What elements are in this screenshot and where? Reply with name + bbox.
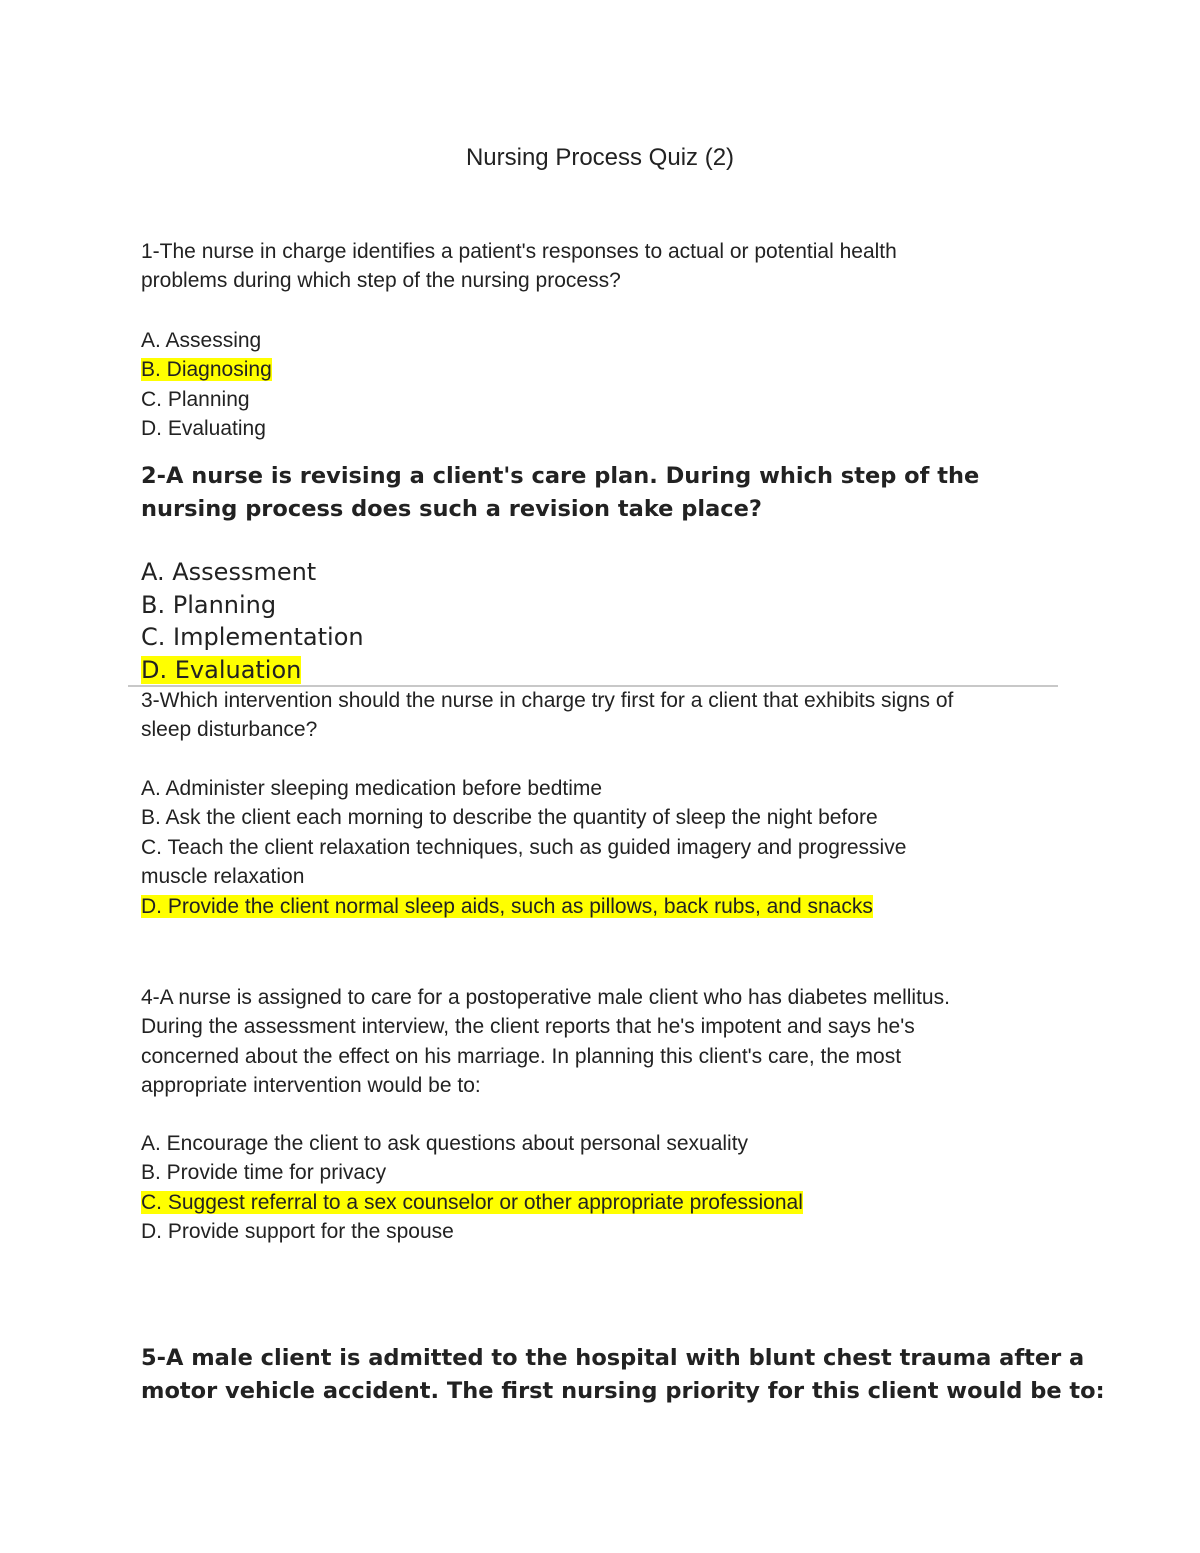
question-2-option-c: C. Implementation bbox=[141, 623, 364, 651]
question-2-text-line-2: nursing process does such a revision take place? bbox=[141, 495, 762, 522]
question-4-text-line-1: 4-A nurse is assigned to care for a postoperative male client who has diabetes mellitus. bbox=[141, 986, 950, 1009]
question-2-text-line-1: 2-A nurse is revising a client's care plan. During which step of the bbox=[141, 463, 980, 489]
question-3-option-d-highlighted: D. Provide the client normal sleep aids, such as pillows, back rubs, and snacks bbox=[141, 894, 873, 918]
question-1-text-line-2: problems during which step of the nursing process? bbox=[141, 269, 621, 293]
question-3-option-c-line-2: muscle relaxation bbox=[141, 865, 305, 889]
question-4-option-d: D. Provide support for the spouse bbox=[141, 1220, 454, 1244]
question-1-option-d: D. Evaluating bbox=[141, 417, 266, 441]
question-4-options bbox=[141, 1129, 1051, 1247]
question-4-text-line-2: During the assessment interview, the client reports that he's impotent and says he's bbox=[141, 1015, 915, 1039]
question-4-option-c-highlighted: C. Suggest referral to a sex counselor or other appropriate professional bbox=[141, 1190, 803, 1214]
question-3 bbox=[141, 686, 1051, 745]
question-3-option-c-line-1: C. Teach the client relaxation techniques, such as guided imagery and progressive bbox=[141, 835, 907, 859]
question-3-option-b: B. Ask the client each morning to describe the quantity of sleep the night before bbox=[141, 806, 878, 830]
question-4 bbox=[141, 983, 1051, 1101]
question-1-text-line-1: 1-The nurse in charge identifies a patient's responses to actual or potential health bbox=[141, 240, 897, 263]
question-1-option-c: C. Planning bbox=[141, 387, 250, 411]
question-3-text-line-2: sleep disturbance? bbox=[141, 718, 318, 742]
question-4-text-line-3: concerned about the effect on his marriage. In planning this client's care, the most bbox=[141, 1044, 902, 1068]
question-3-text-line-1: 3-Which intervention should the nurse in charge try first for a client that exhibits signs of bbox=[141, 689, 954, 712]
question-5-text-line-1: 5-A male client is admitted to the hospital with blunt chest trauma after a bbox=[141, 1345, 1085, 1371]
question-1-option-b-highlighted: B. Diagnosing bbox=[141, 358, 272, 382]
question-2-option-a: A. Assessment bbox=[141, 558, 317, 586]
question-1 bbox=[141, 237, 1051, 296]
question-4-option-b: B. Provide time for privacy bbox=[141, 1161, 387, 1185]
page-title: Nursing Process Quiz (2) bbox=[465, 144, 735, 171]
question-5-text-line-2: motor vehicle accident. The first nursing priority for this client would be to: bbox=[141, 1377, 1105, 1404]
question-1-options bbox=[141, 326, 1051, 444]
question-3-option-a: A. Administer sleeping medication before bedtime bbox=[141, 777, 603, 800]
question-2-option-d-highlighted: D. Evaluation bbox=[141, 655, 302, 684]
question-2-option-b: B. Planning bbox=[141, 590, 277, 619]
question-4-text-line-4: appropriate intervention would be to: bbox=[141, 1074, 481, 1098]
question-1-option-a: A. Assessing bbox=[141, 329, 262, 352]
question-5 bbox=[141, 1342, 1105, 1407]
question-2-options bbox=[141, 556, 1051, 686]
question-3-options bbox=[141, 774, 1051, 921]
question-2 bbox=[141, 460, 1051, 525]
question-4-option-a: A. Encourage the client to ask questions about personal sexuality bbox=[141, 1132, 749, 1155]
